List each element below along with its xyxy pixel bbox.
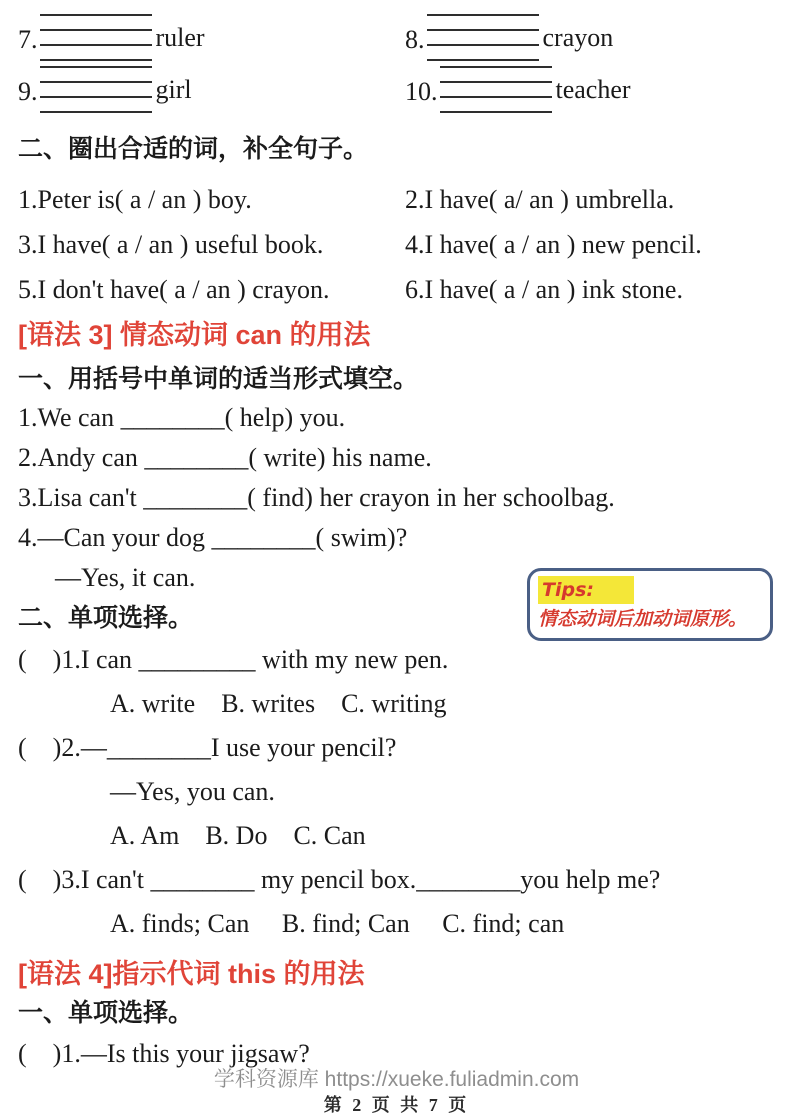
vocab-item-9 bbox=[18, 66, 405, 113]
page-number-footer: 第 2 页 共 7 页 bbox=[323, 1095, 470, 1115]
vocab-row-2 bbox=[18, 66, 793, 113]
fill-item-4-answer: —Yes, it can. bbox=[55, 563, 196, 592]
vocab-row-1 bbox=[18, 14, 793, 61]
fill-item-4: 4.—Can your dog ________( swim)? bbox=[18, 523, 408, 552]
fill-item-3: 3.Lisa can't ________( find) her crayon in her schoolbag. bbox=[18, 483, 615, 512]
circle-exercise-grid bbox=[18, 177, 793, 312]
can-choice-section bbox=[18, 558, 793, 638]
fill-item-2: 2.Andy can ________( write) his name. bbox=[18, 443, 432, 472]
this-question-1-stem: ( )1.—Is this your jigsaw? bbox=[18, 1039, 310, 1068]
grammar4-heading: [语法 4]指示代词 this 的用法 bbox=[18, 959, 365, 989]
writing-grid-lines bbox=[427, 14, 539, 61]
section-heading-circle-words: 二、圈出合适的词，补全句子。 bbox=[18, 135, 369, 163]
tips-label: Tips: bbox=[538, 576, 634, 604]
fill-item-1: 1.We can ________( help) you. bbox=[18, 403, 346, 432]
watermark: 学科资源库 https://xueke.fuliadmin.com bbox=[213, 1068, 580, 1091]
mc-question-2-options: A. Am B. Do C. Can bbox=[110, 821, 366, 850]
exercise-line: 6.I have( a / an ) ink stone. bbox=[405, 275, 683, 304]
vocab-word: ruler bbox=[155, 23, 205, 52]
exercise-line: 2.I have( a/ an ) umbrella. bbox=[405, 185, 675, 214]
vocab-word: teacher bbox=[555, 75, 631, 104]
writing-grid-lines bbox=[440, 66, 552, 113]
vocab-word: crayon bbox=[542, 23, 614, 52]
item-number: 8. bbox=[405, 25, 425, 54]
exercise-line: 5.I don't have( a / an ) crayon. bbox=[18, 275, 330, 304]
mc-question-1-stem: ( )1.I can _________ with my new pen. bbox=[18, 645, 449, 674]
writing-grid-lines bbox=[40, 14, 152, 61]
tips-box bbox=[527, 568, 773, 641]
vocab-item-7 bbox=[18, 14, 405, 61]
tips-text: 情态动词后加动词原形。 bbox=[538, 608, 748, 630]
mc-question-3-options: A. finds; Can B. find; Can C. find; can bbox=[110, 909, 565, 938]
fill-blank-heading: 一、用括号中单词的适当形式填空。 bbox=[18, 365, 419, 393]
writing-grid-lines bbox=[40, 66, 152, 113]
item-number: 7. bbox=[18, 25, 38, 54]
exercise-line: 4.I have( a / an ) new pencil. bbox=[405, 230, 702, 259]
mc-question-3-stem: ( )3.I can't ________ my pencil box.________you help me? bbox=[18, 865, 661, 894]
choice-heading-can: 二、单项选择。 bbox=[18, 604, 194, 632]
vocab-item-10 bbox=[405, 66, 793, 113]
mc-question-1-options: A. write B. writes C. writing bbox=[110, 689, 447, 718]
item-number: 10. bbox=[405, 77, 438, 106]
vocab-word: girl bbox=[155, 75, 192, 104]
exercise-line: 1.Peter is( a / an ) boy. bbox=[18, 185, 252, 214]
vocab-item-8 bbox=[405, 14, 793, 61]
grammar3-heading: [语法 3] 情态动词 can 的用法 bbox=[18, 320, 371, 350]
choice-heading-this: 一、单项选择。 bbox=[18, 999, 194, 1027]
mc-question-2-stem: ( )2.—________I use your pencil? bbox=[18, 733, 397, 762]
exercise-line: 3.I have( a / an ) useful book. bbox=[18, 230, 324, 259]
mc-question-2-answer: —Yes, you can. bbox=[110, 777, 275, 806]
item-number: 9. bbox=[18, 77, 38, 106]
